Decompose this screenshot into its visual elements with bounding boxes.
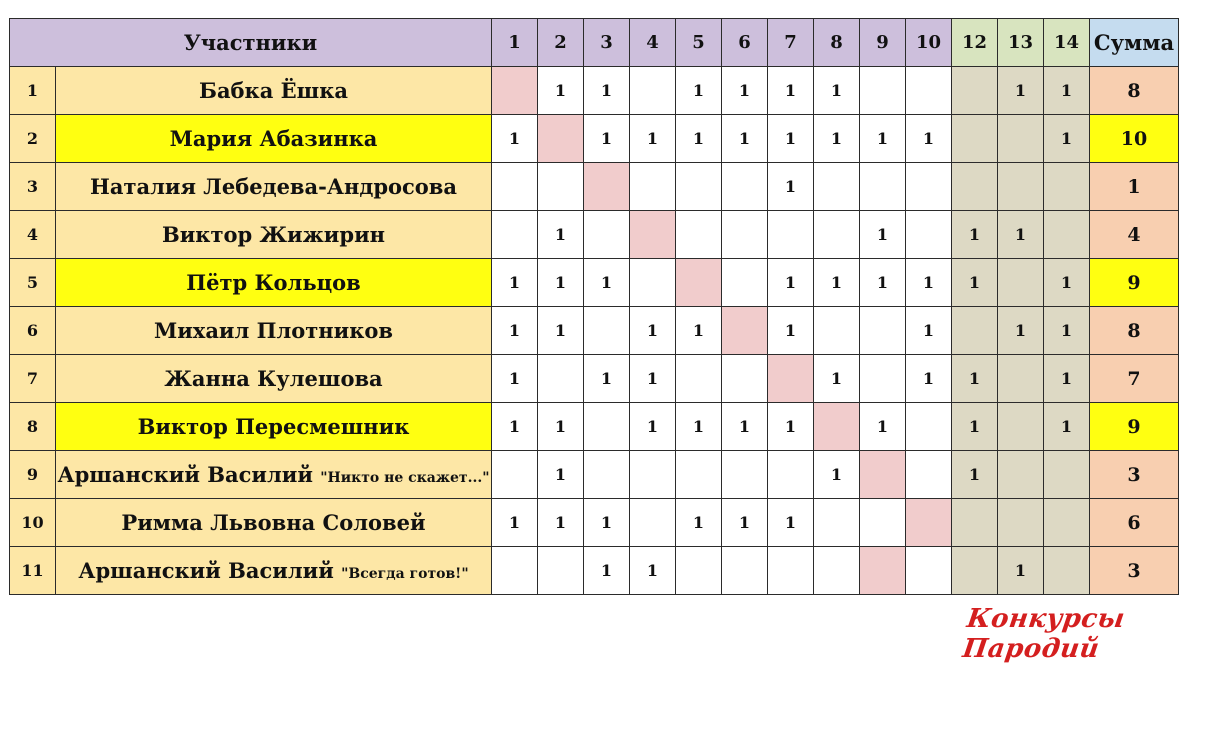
row-number: 1 (10, 67, 56, 115)
sum-cell: 8 (1090, 67, 1179, 115)
vote-cell (630, 259, 676, 307)
vote-cell (860, 355, 906, 403)
vote-cell: 1 (538, 307, 584, 355)
vote-cell (860, 451, 906, 499)
vote-cell (630, 163, 676, 211)
vote-cell (952, 115, 998, 163)
table-row (10, 259, 1179, 307)
vote-cell (768, 355, 814, 403)
participant-name-cell (56, 499, 492, 547)
row-number: 3 (10, 163, 56, 211)
vote-cell (722, 451, 768, 499)
vote-cell: 1 (676, 403, 722, 451)
vote-cell: 1 (722, 403, 768, 451)
vote-cell: 1 (630, 403, 676, 451)
vote-cell (1044, 163, 1090, 211)
table-row (10, 211, 1179, 259)
vote-cell: 1 (768, 67, 814, 115)
vote-cell: 1 (998, 307, 1044, 355)
vote-cell: 1 (768, 163, 814, 211)
vote-cell: 1 (1044, 115, 1090, 163)
vote-cell (722, 307, 768, 355)
table-body (10, 67, 1179, 595)
vote-cell (860, 499, 906, 547)
participant-name: Виктор Жижирин (161, 222, 386, 247)
table-row (10, 451, 1179, 499)
vote-cell: 1 (538, 259, 584, 307)
judge-column-header: 10 (906, 19, 952, 67)
vote-cell (492, 547, 538, 595)
vote-cell (538, 115, 584, 163)
vote-cell: 1 (860, 403, 906, 451)
vote-cell (630, 211, 676, 259)
vote-cell (860, 67, 906, 115)
vote-cell (630, 67, 676, 115)
vote-cell: 1 (584, 355, 630, 403)
vote-cell (722, 163, 768, 211)
vote-cell: 1 (630, 307, 676, 355)
table-row (10, 307, 1179, 355)
vote-cell: 1 (492, 355, 538, 403)
vote-cell (584, 403, 630, 451)
vote-cell (538, 547, 584, 595)
vote-cell (952, 547, 998, 595)
vote-cell (584, 307, 630, 355)
participant-note: "Никто не скажет..." (320, 470, 490, 486)
participant-name: Жанна Кулешова (164, 366, 383, 391)
sum-cell: 7 (1090, 355, 1179, 403)
judge-column-header: 6 (722, 19, 768, 67)
sum-cell: 10 (1090, 115, 1179, 163)
participant-name-cell (56, 211, 492, 259)
sum-cell: 9 (1090, 259, 1179, 307)
table-row (10, 163, 1179, 211)
vote-cell (906, 211, 952, 259)
row-number: 7 (10, 355, 56, 403)
participant-name-cell (56, 115, 492, 163)
participant-name-cell (56, 67, 492, 115)
vote-cell (906, 499, 952, 547)
vote-cell: 1 (906, 307, 952, 355)
results-table (9, 18, 1179, 595)
vote-cell (952, 499, 998, 547)
table-row (10, 499, 1179, 547)
participant-name: Виктор Пересмешник (137, 414, 410, 439)
judge-column-header: 2 (538, 19, 584, 67)
judge-column-header: 7 (768, 19, 814, 67)
vote-cell: 1 (676, 67, 722, 115)
vote-cell: 1 (492, 259, 538, 307)
table-row (10, 67, 1179, 115)
table-row (10, 547, 1179, 595)
vote-cell (676, 355, 722, 403)
vote-cell (906, 403, 952, 451)
vote-cell: 1 (952, 355, 998, 403)
vote-cell: 1 (906, 355, 952, 403)
vote-cell: 1 (584, 115, 630, 163)
vote-cell (538, 163, 584, 211)
vote-cell: 1 (906, 115, 952, 163)
participant-name: Аршанский Василий (57, 462, 313, 487)
participant-name-cell (56, 451, 492, 499)
vote-cell (676, 163, 722, 211)
vote-cell: 1 (952, 403, 998, 451)
vote-cell: 1 (1044, 355, 1090, 403)
vote-cell: 1 (492, 307, 538, 355)
vote-cell (1044, 211, 1090, 259)
vote-cell (630, 499, 676, 547)
table-row (10, 115, 1179, 163)
vote-cell: 1 (538, 403, 584, 451)
vote-cell: 1 (722, 115, 768, 163)
vote-cell: 1 (1044, 307, 1090, 355)
vote-cell: 1 (722, 499, 768, 547)
vote-cell (860, 307, 906, 355)
vote-cell: 1 (676, 115, 722, 163)
vote-cell: 1 (998, 211, 1044, 259)
vote-cell: 1 (1044, 403, 1090, 451)
vote-cell: 1 (722, 67, 768, 115)
sum-cell: 3 (1090, 547, 1179, 595)
row-number: 5 (10, 259, 56, 307)
vote-cell (952, 67, 998, 115)
vote-cell: 1 (538, 211, 584, 259)
vote-cell: 1 (630, 547, 676, 595)
vote-cell (860, 163, 906, 211)
row-number: 10 (10, 499, 56, 547)
sum-cell: 3 (1090, 451, 1179, 499)
vote-cell: 1 (584, 259, 630, 307)
participant-name-cell (56, 355, 492, 403)
vote-cell: 1 (768, 499, 814, 547)
vote-cell: 1 (584, 547, 630, 595)
vote-cell (998, 451, 1044, 499)
vote-cell (492, 451, 538, 499)
vote-cell: 1 (860, 211, 906, 259)
judge-column-header: 5 (676, 19, 722, 67)
vote-cell (722, 547, 768, 595)
vote-cell (998, 499, 1044, 547)
vote-cell (998, 115, 1044, 163)
vote-cell: 1 (814, 451, 860, 499)
judge-column-header: 4 (630, 19, 676, 67)
vote-cell: 1 (768, 307, 814, 355)
sum-cell: 9 (1090, 403, 1179, 451)
vote-cell: 1 (952, 259, 998, 307)
participant-note: "Всегда готов!" (341, 566, 469, 582)
row-number: 4 (10, 211, 56, 259)
participant-name-cell (56, 403, 492, 451)
vote-cell (1044, 451, 1090, 499)
sum-cell: 4 (1090, 211, 1179, 259)
judge-column-header: 1 (492, 19, 538, 67)
vote-cell (722, 355, 768, 403)
sum-cell: 8 (1090, 307, 1179, 355)
vote-cell (1044, 499, 1090, 547)
participant-name: Аршанский Василий (78, 558, 334, 583)
participant-name: Бабка Ёшка (199, 78, 348, 103)
vote-cell: 1 (906, 259, 952, 307)
row-number: 2 (10, 115, 56, 163)
vote-cell (998, 163, 1044, 211)
vote-cell: 1 (492, 115, 538, 163)
vote-cell (768, 451, 814, 499)
vote-cell: 1 (768, 259, 814, 307)
judge-column-header: 3 (584, 19, 630, 67)
vote-cell (998, 355, 1044, 403)
header-row (10, 19, 1179, 67)
vote-cell (676, 211, 722, 259)
sum-cell: 6 (1090, 499, 1179, 547)
vote-cell: 1 (952, 451, 998, 499)
vote-cell (1044, 547, 1090, 595)
vote-cell (492, 211, 538, 259)
vote-cell (906, 547, 952, 595)
vote-cell: 1 (630, 355, 676, 403)
vote-cell: 1 (860, 259, 906, 307)
vote-cell: 1 (1044, 259, 1090, 307)
judge-column-header: 14 (1044, 19, 1090, 67)
judge-column-header: 9 (860, 19, 906, 67)
row-number: 9 (10, 451, 56, 499)
brand-logo-text: Конкурсы Пародий (960, 604, 1127, 664)
vote-cell (584, 211, 630, 259)
vote-cell (768, 211, 814, 259)
vote-cell (814, 307, 860, 355)
participant-name: Римма Львовна Соловей (121, 510, 426, 535)
vote-cell: 1 (998, 547, 1044, 595)
vote-cell (584, 451, 630, 499)
vote-cell (814, 211, 860, 259)
vote-cell: 1 (952, 211, 998, 259)
vote-cell: 1 (630, 115, 676, 163)
participant-name-cell (56, 307, 492, 355)
vote-cell (998, 403, 1044, 451)
vote-cell (538, 355, 584, 403)
participant-name-cell (56, 259, 492, 307)
vote-cell (676, 547, 722, 595)
vote-cell: 1 (814, 259, 860, 307)
vote-cell (952, 163, 998, 211)
participant-name: Михаил Плотников (153, 318, 393, 343)
vote-cell (814, 547, 860, 595)
participant-name-cell (56, 163, 492, 211)
participant-name: Наталия Лебедева-Андросова (90, 174, 457, 199)
table-row (10, 403, 1179, 451)
judge-column-header: 13 (998, 19, 1044, 67)
vote-cell (814, 163, 860, 211)
table-row (10, 355, 1179, 403)
sum-header: Сумма (1090, 19, 1179, 67)
vote-cell (906, 163, 952, 211)
participant-name-cell (56, 547, 492, 595)
judge-column-header: 12 (952, 19, 998, 67)
vote-cell: 1 (584, 499, 630, 547)
row-number: 6 (10, 307, 56, 355)
vote-cell (768, 547, 814, 595)
vote-cell: 1 (676, 499, 722, 547)
vote-cell: 1 (538, 499, 584, 547)
participant-name: Мария Абазинка (169, 126, 378, 151)
row-number: 8 (10, 403, 56, 451)
vote-cell: 1 (768, 403, 814, 451)
vote-cell: 1 (814, 115, 860, 163)
vote-cell (860, 547, 906, 595)
vote-cell (676, 259, 722, 307)
vote-cell: 1 (814, 67, 860, 115)
participant-name: Пётр Кольцов (186, 270, 361, 295)
vote-cell (722, 211, 768, 259)
vote-cell (814, 403, 860, 451)
vote-cell: 1 (860, 115, 906, 163)
vote-cell: 1 (676, 307, 722, 355)
vote-cell (492, 67, 538, 115)
vote-cell: 1 (584, 67, 630, 115)
participants-header: Участники (10, 19, 492, 67)
vote-cell (906, 451, 952, 499)
vote-cell (722, 259, 768, 307)
vote-cell (676, 451, 722, 499)
judge-column-header: 8 (814, 19, 860, 67)
vote-cell (814, 499, 860, 547)
vote-cell: 1 (492, 403, 538, 451)
vote-cell: 1 (814, 355, 860, 403)
vote-cell: 1 (538, 67, 584, 115)
vote-cell: 1 (1044, 67, 1090, 115)
vote-cell (952, 307, 998, 355)
vote-cell: 1 (998, 67, 1044, 115)
vote-cell: 1 (768, 115, 814, 163)
vote-cell (584, 163, 630, 211)
vote-cell: 1 (492, 499, 538, 547)
vote-cell: 1 (538, 451, 584, 499)
vote-cell (906, 67, 952, 115)
vote-cell (492, 163, 538, 211)
vote-cell (630, 451, 676, 499)
vote-cell (998, 259, 1044, 307)
sum-cell: 1 (1090, 163, 1179, 211)
row-number: 11 (10, 547, 56, 595)
